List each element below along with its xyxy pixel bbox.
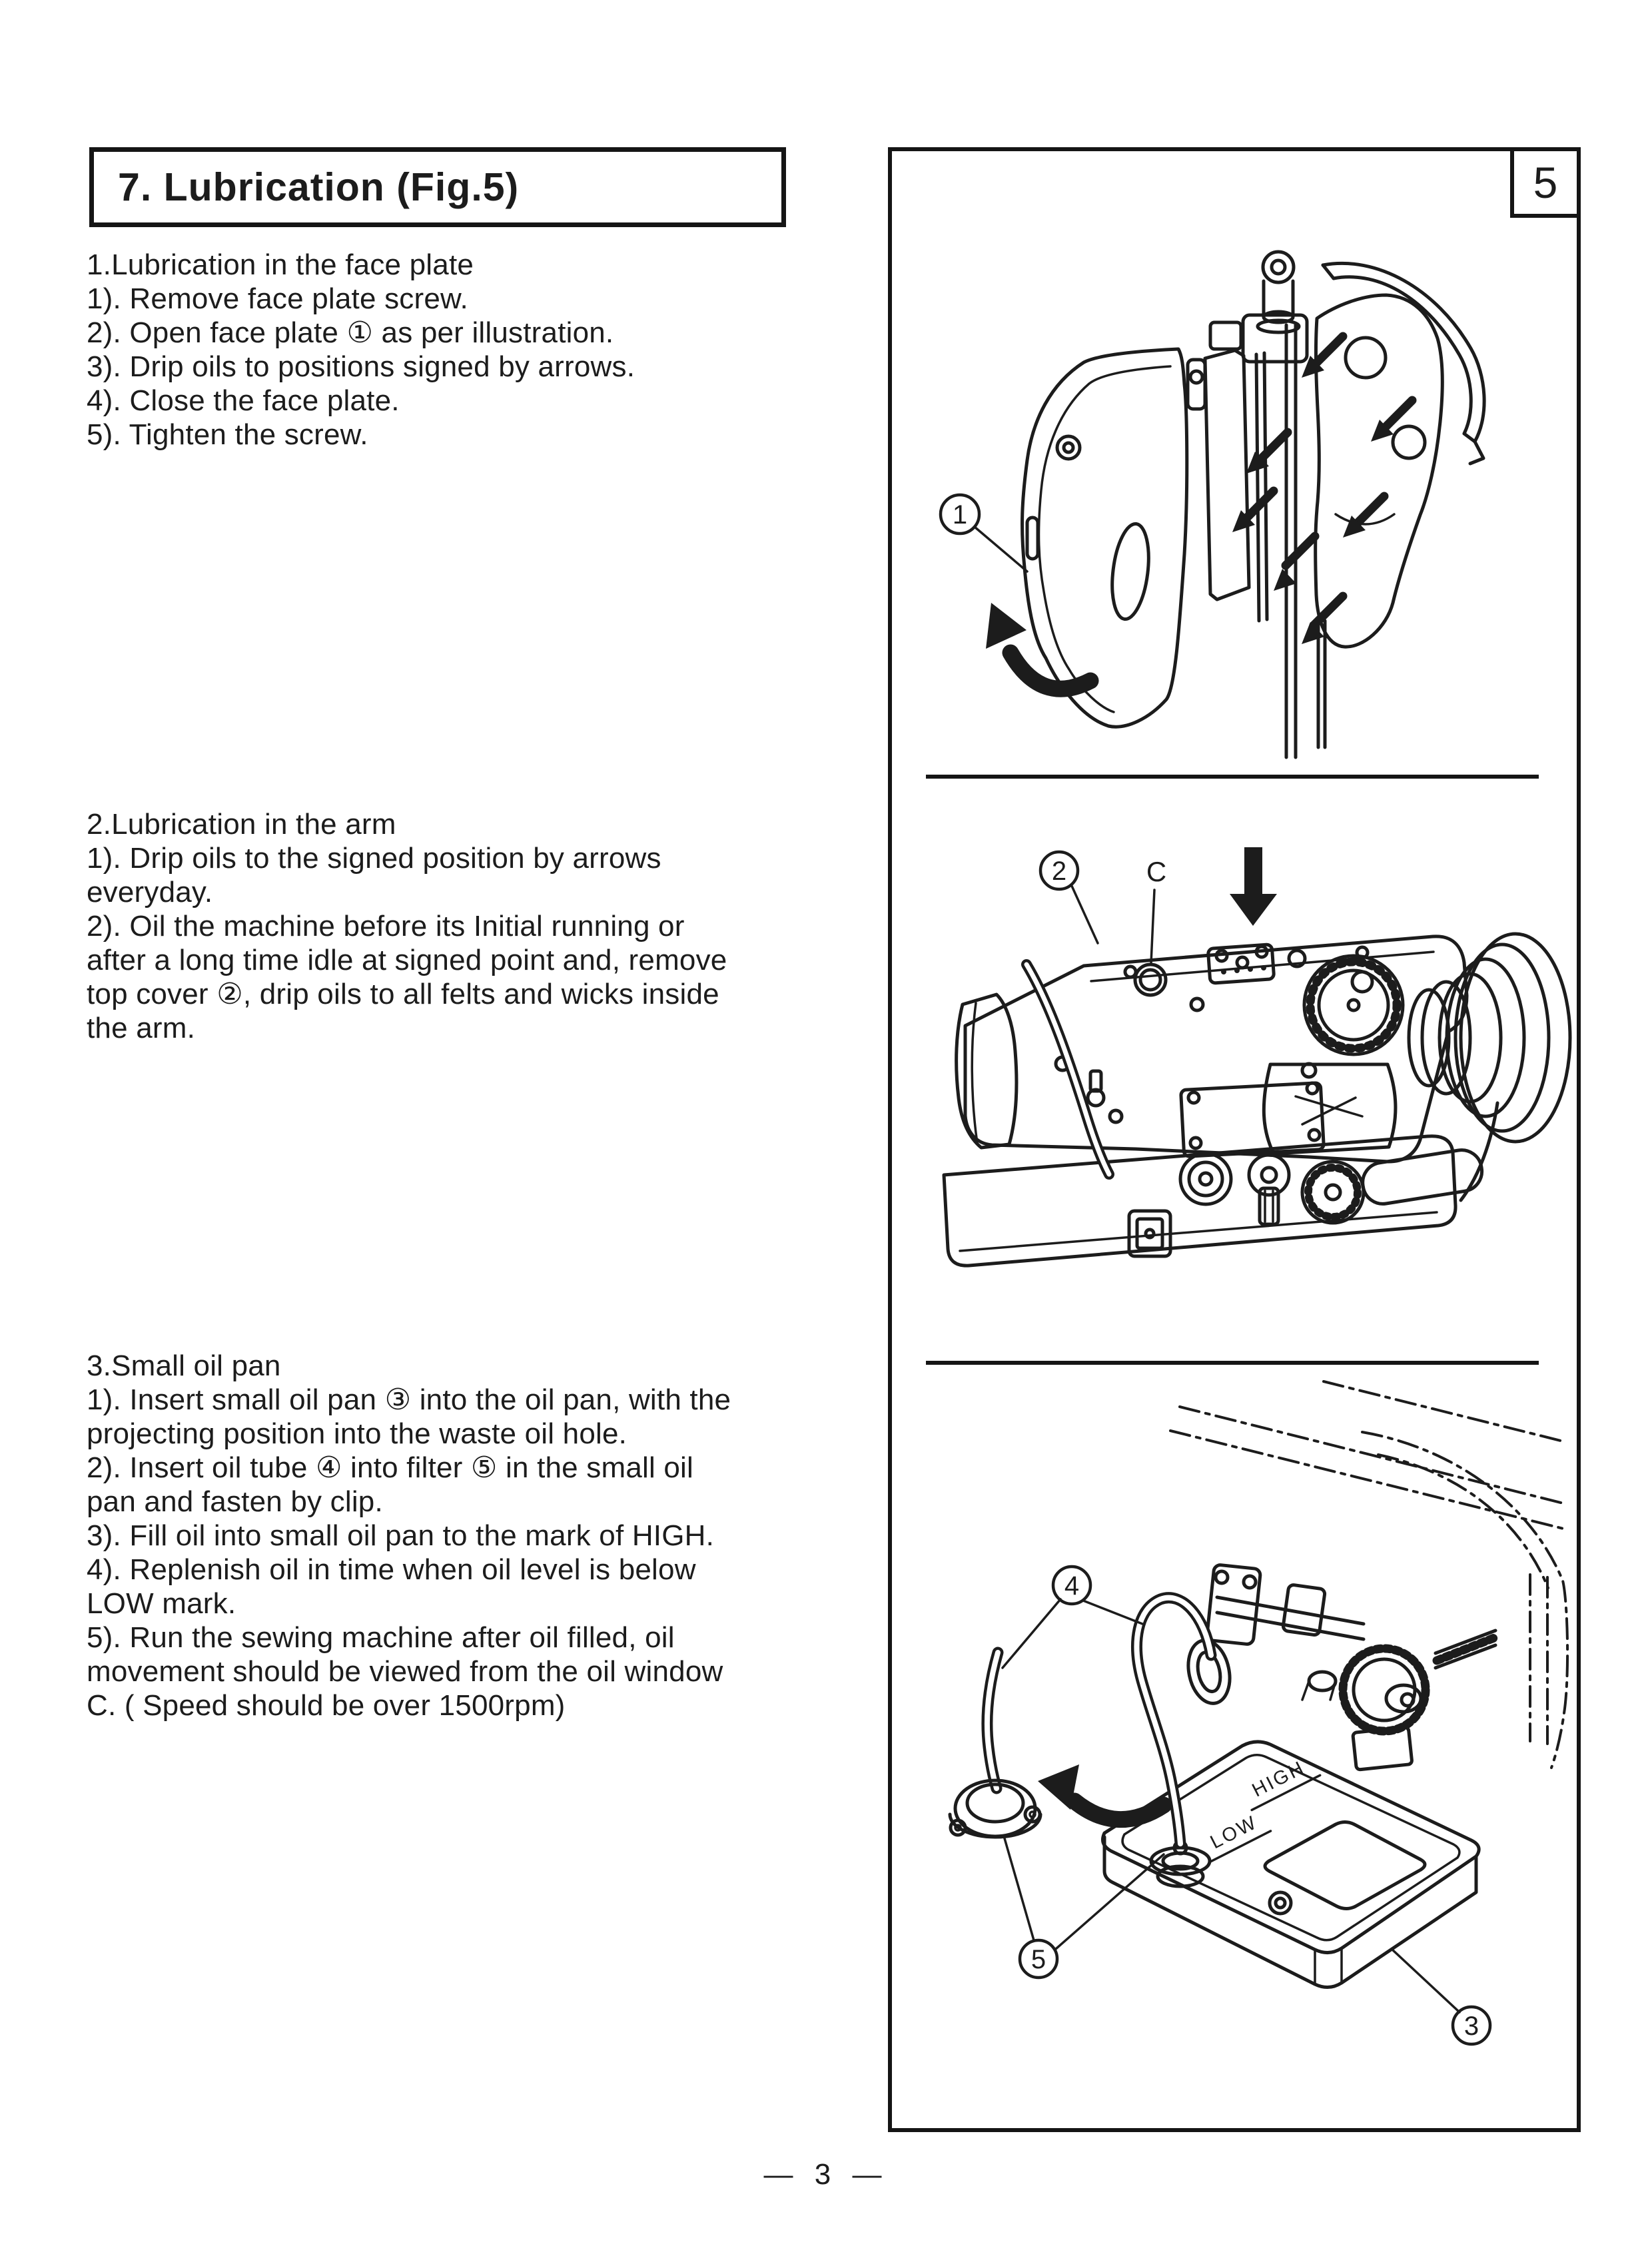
- low-mark-text: LOW: [1206, 1811, 1262, 1854]
- text-line: 1). Insert small oil pan ③ into the oil pan, with the: [87, 1383, 731, 1416]
- label-5-text: 5: [1031, 1945, 1046, 1974]
- label-2-text: 2: [1051, 857, 1067, 886]
- page-title: 7. Lubrication (Fig.5): [118, 165, 520, 209]
- high-mark-text: HIGH: [1248, 1756, 1309, 1802]
- text-line: 1). Remove face plate screw.: [87, 282, 468, 315]
- text-line: 4). Close the face plate.: [87, 384, 400, 417]
- text-line: after a long time idle at signed point and, remove: [87, 944, 727, 976]
- page-number: — 3 —: [763, 2158, 889, 2191]
- text-line: movement should be viewed from the oil window: [87, 1655, 723, 1688]
- machine-bed-phantom-lines: [1170, 1381, 1567, 1768]
- section-3-text: [87, 1349, 731, 1722]
- label-c-text: C: [1146, 856, 1167, 887]
- text-line: 5). Run the sewing machine after oil filled, oil: [87, 1621, 675, 1654]
- insert-direction-arrow: [1038, 1764, 1164, 1820]
- text-line: top cover ②, drip oils to all felts and wicks inside: [87, 978, 719, 1010]
- figure-1-face-plate-illustration: [896, 155, 1575, 774]
- section-1-text: [87, 248, 635, 452]
- section-1-heading: 1.Lubrication in the face plate: [87, 248, 474, 281]
- figure-number: 5: [1533, 158, 1558, 207]
- figure-number-box: [1510, 147, 1581, 218]
- text-line: everyday.: [87, 876, 213, 909]
- section-3-heading: 3.Small oil pan: [87, 1349, 281, 1382]
- label-1-text: 1: [952, 500, 968, 530]
- text-line: 2). Open face plate ① as per illustration.: [87, 316, 614, 349]
- label-5-filter: [1005, 1838, 1164, 1978]
- text-line: the arm.: [87, 1012, 195, 1044]
- section-2-text: [87, 807, 727, 1045]
- text-line: pan and fasten by clip.: [87, 1485, 383, 1518]
- label-2-top-cover: [1040, 852, 1098, 943]
- section-title-box: [89, 147, 786, 227]
- text-line: 4). Replenish oil in time when oil level is below: [87, 1553, 696, 1586]
- low-mark: [1200, 1808, 1271, 1861]
- figure-3-oil-pan-illustration: [896, 1367, 1575, 2123]
- face-plate-drawing: [1023, 349, 1205, 727]
- text-line: 1). Drip oils to the signed position by arrows: [87, 842, 661, 875]
- figure-2-arm-illustration: [896, 783, 1575, 1357]
- text-line: 2). Oil the machine before its Initial running or: [87, 910, 685, 942]
- text-line: projecting position into the waste oil hole.: [87, 1417, 627, 1450]
- label-4-oil-tube: [1003, 1567, 1142, 1668]
- label-3-small-oil-pan: [1392, 1949, 1490, 2044]
- text-line: 5). Tighten the screw.: [87, 418, 368, 451]
- text-line: C. ( Speed should be over 1500rpm): [87, 1689, 566, 1722]
- figure-divider-1: [926, 775, 1539, 779]
- text-line: 3). Fill oil into small oil pan to the mark of HIGH.: [87, 1519, 715, 1552]
- text-line: LOW mark.: [87, 1587, 236, 1620]
- section-2-heading: 2.Lubrication in the arm: [87, 808, 396, 841]
- oil-point-arrow-down: [1230, 847, 1277, 926]
- shaft-and-gear-drawing: [1183, 1565, 1495, 1770]
- label-1-face-plate: [941, 495, 1027, 571]
- needle-bar-mechanism-drawing: [1205, 252, 1484, 757]
- figure-divider-2: [926, 1361, 1539, 1365]
- text-line: 2). Insert oil tube ④ into filter ⑤ in the small oil: [87, 1451, 693, 1484]
- label-4-text: 4: [1064, 1571, 1080, 1601]
- text-line: 3). Drip oils to positions signed by arrows.: [87, 350, 635, 383]
- label-3-text: 3: [1463, 2012, 1479, 2041]
